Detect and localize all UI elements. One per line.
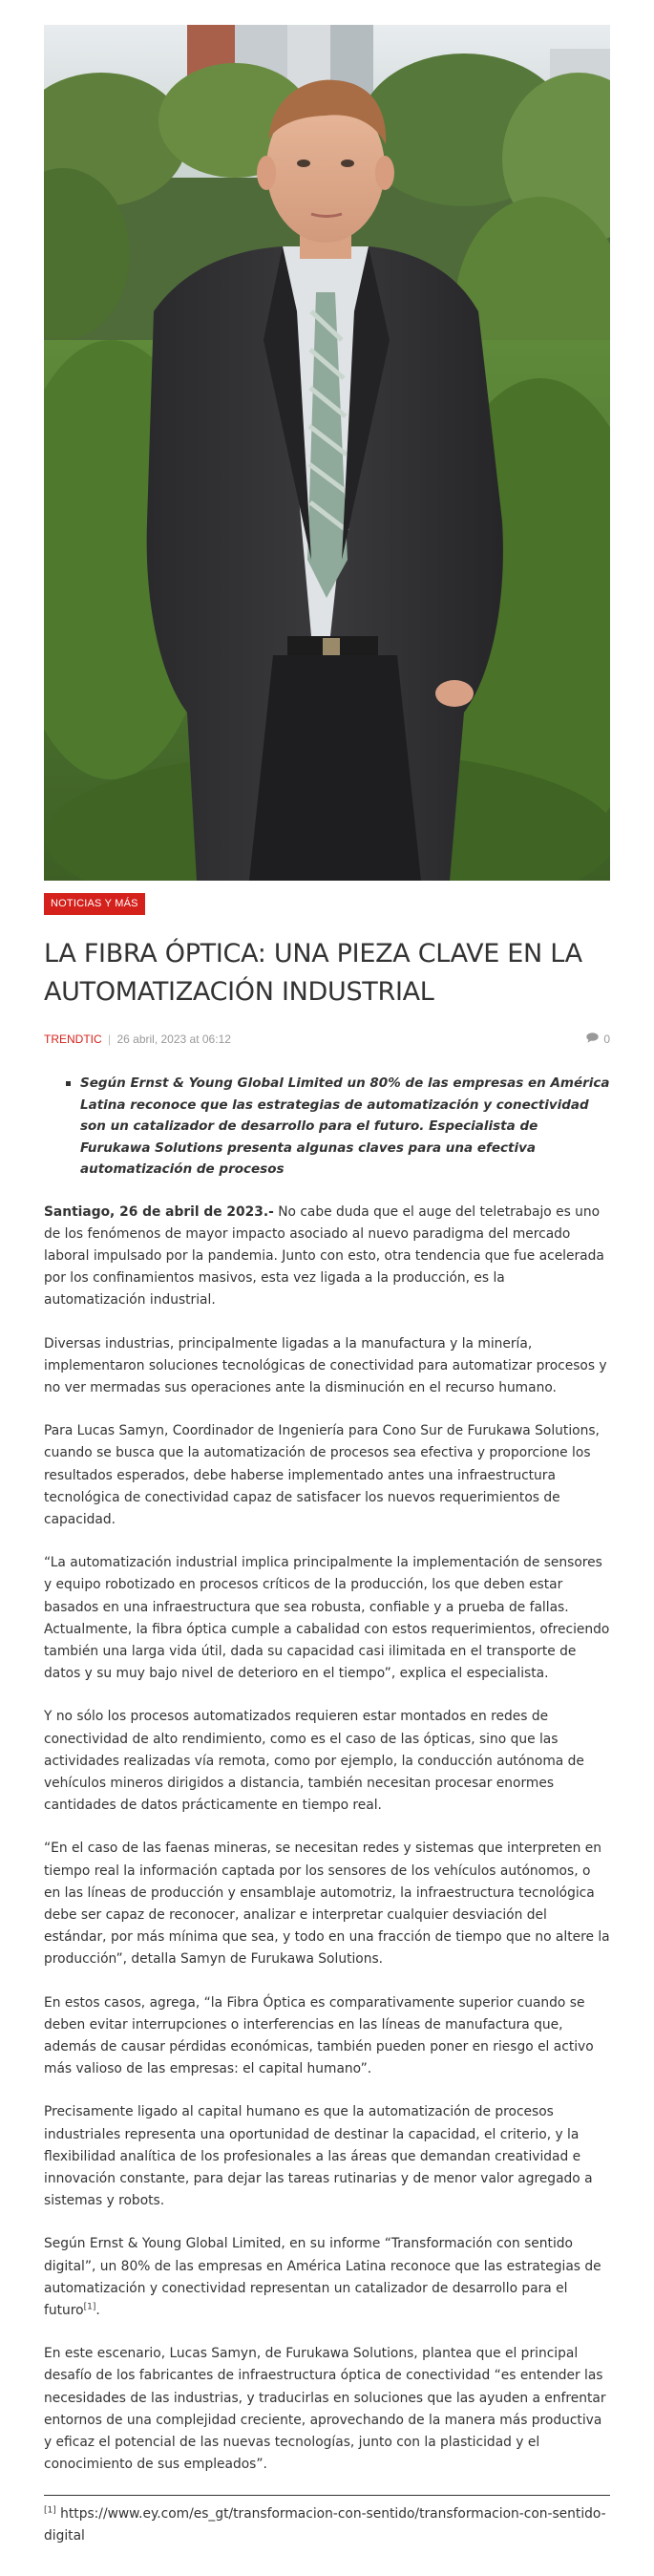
paragraph-8: Precisamente ligado al capital humano es que la automatización de procesos industriales representa una oportunidad de destinar la capacidad, el criterio, y la flexibilidad analítica de los profesionales a las áreas que demandan creatividad e innovación constante, para dejar las tareas rutinarias y de menor valor agregado a sistemas y robots.	[44, 2104, 593, 2209]
footnote-divider	[44, 2495, 610, 2496]
comment-bubble-icon	[586, 1033, 599, 1046]
paragraph-10: En este escenario, Lucas Samyn, de Furukawa Solutions, plantea que el principal desafío de los fabricantes de infraestructura óptica de conectividad “es entender las necesidades de las industrias, y traducirlas en soluciones que las ayuden a enfrentar entornos de una complejidad creciente, aprovechando de la manera más productiva y eficaz el potencial de las nuevas tecnologías, junto con la plasticidad y el conocimiento de sus empleados”.	[44, 2346, 606, 2473]
paragraph-9-end: .	[95, 2303, 100, 2319]
paragraph-9-text: Según Ernst & Young Global Limited, en su informe “Transformación con sentido digital”, un 80% de las empresas en América Latina reconoce que las estrategias de automatización y conectividad representan un catalizador de desarrollo para el futuro	[44, 2236, 601, 2319]
byline	[44, 1033, 231, 1046]
paragraph-6: “En el caso de las faenas mineras, se necesitan redes y sistemas que interpreten en tiempo real la información captada por los sensores de los vehículos autónomos, o en las líneas de producción y ensamblaje automotriz, la infraestructura tecnológica debe ser capaz de reconocer, analizar e interpretar cualquier desviación del estándar, por más mínima que sea, y todo en una fracción de tiempo que no altere la producción”, detalla Samyn de Furukawa Solutions.	[44, 1841, 610, 1968]
footnote-ref[interactable]: [1]	[83, 2302, 96, 2312]
paragraph-1-text: No cabe duda que el auge del teletrabajo es uno de los fenómenos de mayor impacto asociado al nuevo paradigma del mercado laboral impulsado por la pandemia. Junto con esto, otra tendencia que fue acelerada por los confinamientos masivos, esta vez ligada a la producción, es la automatización industrial.	[44, 1203, 604, 1309]
paragraph-4: “La automatización industrial implica principalmente la implementación de sensores y equipo robotizado en procesos críticos de la producción, los que deben estar basados en una infraestructura que sea robusta, confiable y a prueba de fallas. Actualmente, la fibra óptica cumple a cabalidad con estos requerimientos, ofreciendo también una larga vida útil, dada su capacidad casi ilimitada en el transporte de datos y su muy bajo nivel de deterioro en el tiempo”, explica el especialista.	[44, 1555, 610, 1682]
comment-count: 0	[603, 1033, 610, 1046]
publish-date: 26 abril, 2023 at 06:12	[116, 1033, 231, 1046]
author-link[interactable]: TRENDTIC	[44, 1033, 102, 1046]
meta-separator: |	[108, 1033, 112, 1046]
paragraph-7: En estos casos, agrega, “la Fibra Óptica es comparativamente superior cuando se deben evitar interrupciones o interferencias en las líneas de manufactura que, además de causar pérdidas económicas, también pueden poner en riesgo el activo más valioso de las empresas: el capital humano”.	[44, 1994, 594, 2077]
paragraph-2: Diversas industrias, principalmente ligadas a la manufactura y la minería, implementaron soluciones tecnológicas de conectividad para automatizar procesos y no ver mermadas sus operaciones ante la disminución en el recurso humano.	[44, 1335, 607, 1395]
paragraph-5: Y no sólo los procesos automatizados requieren estar montados en redes de conectividad de alto rendimiento, como es el caso de las ópticas, sino que las actividades realizadas vía remota, como por ejemplo, la conducción autónoma de vehículos mineros dirigidos a distancia, también necesitan procesar enormes cantidades de datos prácticamente en tiempo real.	[44, 1709, 584, 1814]
footnote-url[interactable]: https://www.ey.com/es_gt/transformacion-con-sentido/transformacion-con-sentido-digital	[44, 2506, 606, 2544]
paragraph-3: Para Lucas Samyn, Coordinador de Ingeniería para Cono Sur de Furukawa Solutions, cuando se busca que la automatización de procesos sea efectiva y proporcione los resultados esperados, debe haberse implementado antes una infraestructura tecnológica de conectividad capaz de satisfacer los nuevos requerimientos de capacidad.	[44, 1423, 600, 1527]
article-meta	[44, 1031, 610, 1048]
lead-summary: Según Ernst & Young Global Limited un 80% de las empresas en América Latina reconoce que las estrategias de automatización y conectividad son un catalizador de desarrollo para el futuro. Especialista de Furukawa Solutions presenta algunas claves para una efectiva automatización de procesos	[80, 1073, 610, 1181]
article-body	[44, 1202, 610, 2477]
paragraph-9	[44, 2233, 610, 2322]
article-title: LA FIBRA ÓPTICA: UNA PIEZA CLAVE EN LA AUTOMATIZACIÓN INDUSTRIAL	[44, 939, 582, 1007]
footnote	[44, 2503, 610, 2547]
paragraph-1	[44, 1202, 610, 1312]
category-badge[interactable]: NOTICIAS Y MÁS	[44, 893, 145, 915]
comments-link[interactable]	[586, 1033, 610, 1046]
dateline: Santiago, 26 de abril de 2023.-	[44, 1203, 274, 1220]
lead-summary-list	[44, 1073, 610, 1181]
footnote-marker: [1]	[44, 2505, 56, 2516]
hero-photo	[44, 25, 610, 881]
